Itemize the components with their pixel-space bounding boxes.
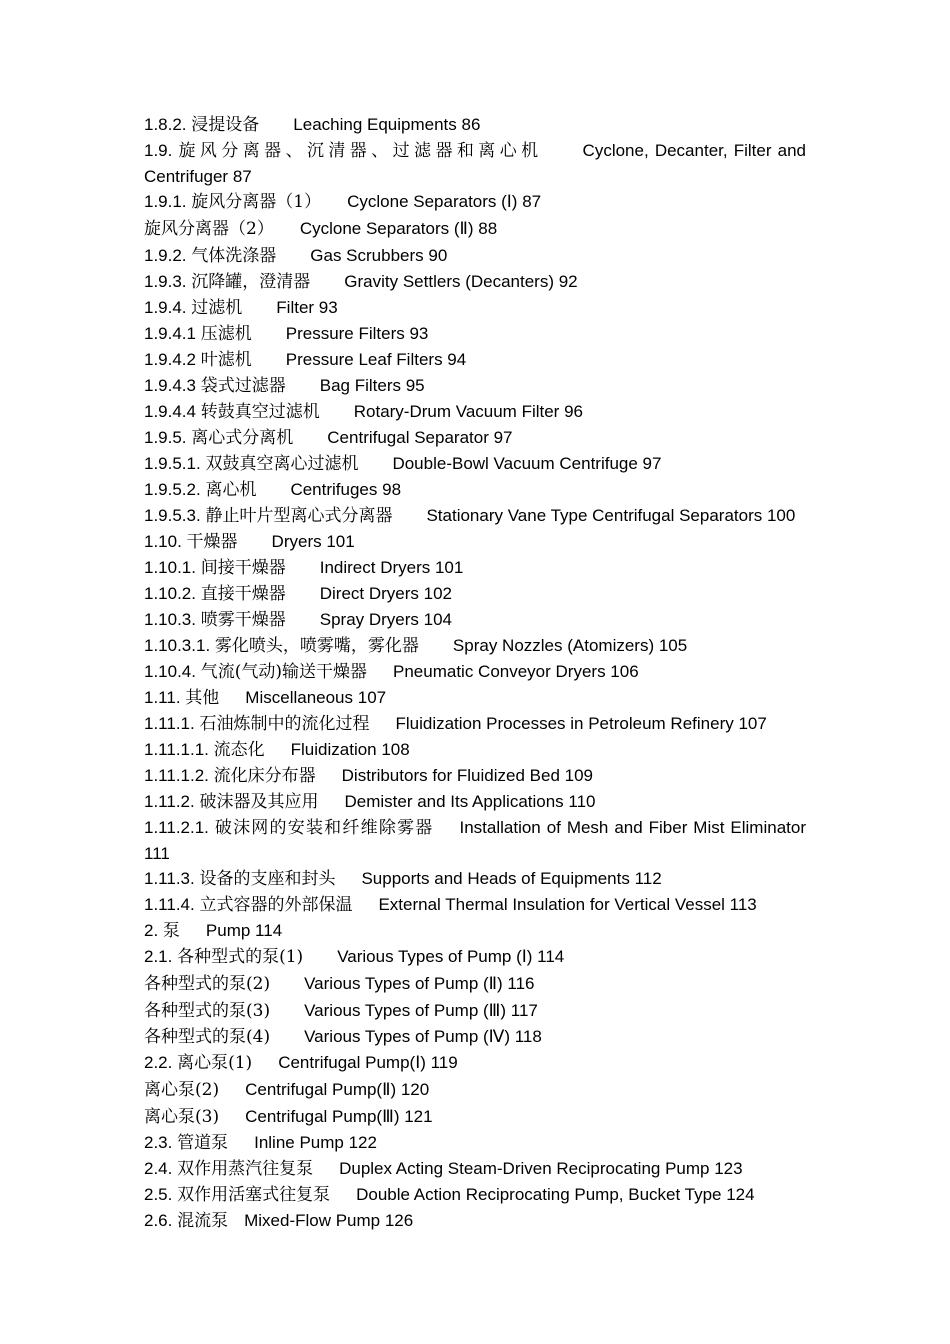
toc-english-title: Various Types of Pump (Ⅰ) 114 [337,947,565,966]
toc-entry [144,112,806,138]
toc-number: 1.11. [144,688,181,707]
toc-entry [144,529,806,555]
toc-number: 1.10.4. [144,662,196,681]
toc-chinese-title: 各种型式的泵(4) [144,1027,271,1047]
toc-chinese-title: 旋风分离器（2） [144,219,274,239]
toc-chinese-title: 立式容器的外部保温 [199,895,353,915]
toc-chinese-title: 破沫器及其应用 [199,792,319,812]
toc-entry [144,425,806,451]
toc-english-title: Indirect Dryers 101 [319,558,464,577]
toc-chinese-title: 流化床分布器 [213,766,316,786]
toc-english-title: Centrifugal Separator 97 [327,428,513,447]
toc-entry [144,711,806,737]
toc-entry [144,295,806,321]
toc-english-title: Fluidization 108 [290,740,410,759]
toc-chinese-title: 沉降罐，澄清器 [191,272,311,292]
toc-english-title: Pressure Leaf Filters 94 [285,350,467,369]
toc-english-title: Centrifugal Pump(Ⅲ) 121 [245,1107,433,1126]
toc-english-title: Dryers 101 [271,532,355,551]
toc-chinese-title: 离心式分离机 [191,428,294,448]
toc-english-title: Leaching Equipments 86 [293,115,481,134]
toc-english-title: Centrifugal Pump(Ⅰ) 119 [278,1053,458,1072]
toc-chinese-title: 浸提设备 [191,115,260,135]
toc-chinese-title: 混流泵 [177,1211,229,1231]
toc-english-title: Inline Pump 122 [254,1133,377,1152]
toc-english-title: Demister and Its Applications 110 [344,792,596,811]
toc-entry [144,1024,806,1050]
toc-entry [144,269,806,295]
toc-number: 2. [144,921,159,940]
toc-number: 2.6. [144,1211,173,1230]
toc-chinese-title: 叶滤机 [200,350,252,370]
toc-english-title: Pressure Filters 93 [285,324,429,343]
toc-number: 1.9.4.2 [144,350,196,369]
toc-chinese-title: 转鼓真空过滤机 [200,402,320,422]
toc-entry [144,399,806,425]
toc-english-title: Rotary-Drum Vacuum Filter 96 [353,402,583,421]
toc-number: 1.9.4.3 [144,376,196,395]
toc-english-title: Duplex Acting Steam-Driven Reciprocating Pump 123 [339,1159,743,1178]
toc-number: 1.9.4. [144,298,187,317]
toc-entry [144,347,806,373]
toc-chinese-title: 双作用活塞式往复泵 [177,1185,331,1205]
toc-number: 1.9.1. [144,192,187,211]
toc-english-title: Filter 93 [276,298,338,317]
toc-number: 2.2. [144,1053,173,1072]
toc-chinese-title: 旋风分离器、沉清器、过滤器和离心机 [178,141,543,161]
toc-entry [144,1156,806,1182]
toc-entry [144,659,806,685]
toc-english-title: Mixed-Flow Pump 126 [244,1211,414,1230]
toc-chinese-title: 双作用蒸汽往复泵 [177,1159,314,1179]
toc-english-title: Gravity Settlers (Decanters) 92 [344,272,578,291]
toc-chinese-title: 设备的支座和封头 [199,869,336,889]
toc-entry [144,1076,806,1104]
toc-number: 1.9.4.1 [144,324,196,343]
toc-entry [144,451,806,477]
toc-english-title: Various Types of Pump (Ⅲ) 117 [304,1001,538,1020]
toc-number: 1.9.5.2. [144,480,201,499]
toc-number: 1.11.2. [144,792,195,811]
toc-english-title: Various Types of Pump (Ⅳ) 118 [304,1027,542,1046]
toc-chinese-title: 离心泵(2) [144,1080,220,1100]
toc-english-title: Spray Dryers 104 [319,610,453,629]
toc-number: 1.9.5.3. [144,506,201,525]
toc-entry [144,321,806,347]
toc-entry [144,866,806,892]
toc-number: 2.1. [144,947,173,966]
toc-entry [144,815,806,866]
toc-number: 2.4. [144,1159,173,1178]
toc-entry [144,737,806,763]
toc-entry [144,555,806,581]
toc-number: 1.11.3. [144,869,195,888]
toc-entry [144,1182,806,1208]
toc-entry [144,685,806,711]
toc-english-title: External Thermal Insulation for Vertical Vessel 113 [378,895,757,914]
toc-chinese-title: 喷雾干燥器 [200,610,286,630]
toc-chinese-title: 离心泵(1) [177,1053,253,1073]
toc-chinese-title: 其他 [185,688,220,708]
toc-chinese-title: 各种型式的泵(3) [144,1001,271,1021]
toc-entry [144,633,806,659]
toc-english-title: Spray Nozzles (Atomizers) 105 [452,636,688,655]
toc-english-title: Cyclone Separators (Ⅰ) 87 [347,192,542,211]
toc-entry [144,477,806,503]
toc-chinese-title: 管道泵 [177,1133,229,1153]
toc-chinese-title: 各种型式的泵(1) [177,947,304,967]
toc-entry [144,189,806,215]
toc-entry [144,581,806,607]
toc-chinese-title: 直接干燥器 [200,584,286,604]
toc-number: 1.10.1. [144,558,196,577]
toc-entry [144,373,806,399]
toc-chinese-title: 泵 [162,921,180,941]
toc-english-title: Installation of Mesh and Fiber Mist Eliminator 111 [144,818,806,863]
toc-chinese-title: 各种型式的泵(2) [144,974,271,994]
toc-entry [144,763,806,789]
toc-english-title: Bag Filters 95 [319,376,425,395]
toc-number: 1.11.4. [144,895,195,914]
toc-entry [144,1104,806,1130]
toc-chinese-title: 离心机 [205,480,257,500]
toc-entry [144,998,806,1024]
toc-entry [144,243,806,269]
toc-english-title: Stationary Vane Type Centrifugal Separators 100 [426,506,796,525]
toc-english-title: Gas Scrubbers 90 [310,246,448,265]
toc-chinese-title: 离心泵(3) [144,1107,220,1127]
toc-chinese-title: 破沫网的安装和纤维除雾器 [214,818,434,838]
toc-chinese-title: 间接干燥器 [200,558,286,578]
toc-number: 1.10.2. [144,584,196,603]
table-of-contents [144,112,806,1234]
toc-entry [144,918,806,944]
toc-chinese-title: 干燥器 [186,532,238,552]
toc-chinese-title: 雾化喷头，喷雾嘴，雾化器 [214,636,419,656]
toc-english-title: Miscellaneous 107 [245,688,387,707]
toc-entry [144,892,806,918]
toc-entry [144,1208,806,1234]
toc-chinese-title: 袋式过滤器 [200,376,286,396]
toc-entry [144,944,806,970]
toc-entry [144,1130,806,1156]
toc-english-title: Double Action Reciprocating Pump, Bucket Type 124 [356,1185,755,1204]
toc-chinese-title: 气体洗涤器 [191,246,277,266]
toc-english-title: Cyclone Separators (Ⅱ) 88 [299,219,498,238]
toc-entry [144,503,806,529]
toc-entry [144,970,806,998]
toc-english-title: Various Types of Pump (Ⅱ) 116 [304,974,535,993]
toc-chinese-title: 静止叶片型离心式分离器 [205,506,393,526]
toc-english-title: Pump 114 [205,921,283,940]
toc-entry [144,789,806,815]
toc-number: 2.5. [144,1185,173,1204]
toc-number: 1.9. [144,141,173,160]
toc-number: 1.11.1.1. [144,740,209,759]
toc-english-title: Centrifuges 98 [290,480,402,499]
toc-number: 1.10.3.1. [144,636,211,655]
toc-number: 1.11.1.2. [144,766,209,785]
toc-chinese-title: 过滤机 [191,298,243,318]
toc-number: 1.10.3. [144,610,196,629]
toc-number: 2.3. [144,1133,173,1152]
toc-chinese-title: 流态化 [213,740,265,760]
toc-entry [144,215,806,243]
toc-english-title: Direct Dryers 102 [319,584,452,603]
toc-english-title: Centrifugal Pump(Ⅱ) 120 [245,1080,430,1099]
toc-entry [144,138,806,189]
toc-english-title: Pneumatic Conveyor Dryers 106 [393,662,639,681]
toc-entry [144,607,806,633]
toc-english-title: Double-Bowl Vacuum Centrifuge 97 [392,454,662,473]
toc-english-title: Distributors for Fluidized Bed 109 [341,766,593,785]
toc-number: 1.8.2. [144,115,187,134]
toc-english-title: Supports and Heads of Equipments 112 [361,869,662,888]
toc-english-title: Fluidization Processes in Petroleum Refinery 107 [395,714,767,733]
toc-chinese-title: 旋风分离器（1） [191,192,322,212]
toc-chinese-title: 压滤机 [200,324,252,344]
toc-english-title: Cyclone, Decanter, Filter and Centrifuger 87 [144,141,807,186]
toc-chinese-title: 气流(气动)输送干燥器 [200,662,367,682]
toc-number: 1.10. [144,532,182,551]
toc-chinese-title: 双鼓真空离心过滤机 [205,454,359,474]
toc-number: 1.11.2.1. [144,818,209,837]
toc-number: 1.9.4.4 [144,402,196,421]
toc-number: 1.11.1. [144,714,195,733]
toc-number: 1.9.2. [144,246,187,265]
toc-number: 1.9.5.1. [144,454,201,473]
toc-number: 1.9.3. [144,272,187,291]
toc-entry [144,1050,806,1076]
toc-chinese-title: 石油炼制中的流化过程 [199,714,370,734]
toc-number: 1.9.5. [144,428,187,447]
